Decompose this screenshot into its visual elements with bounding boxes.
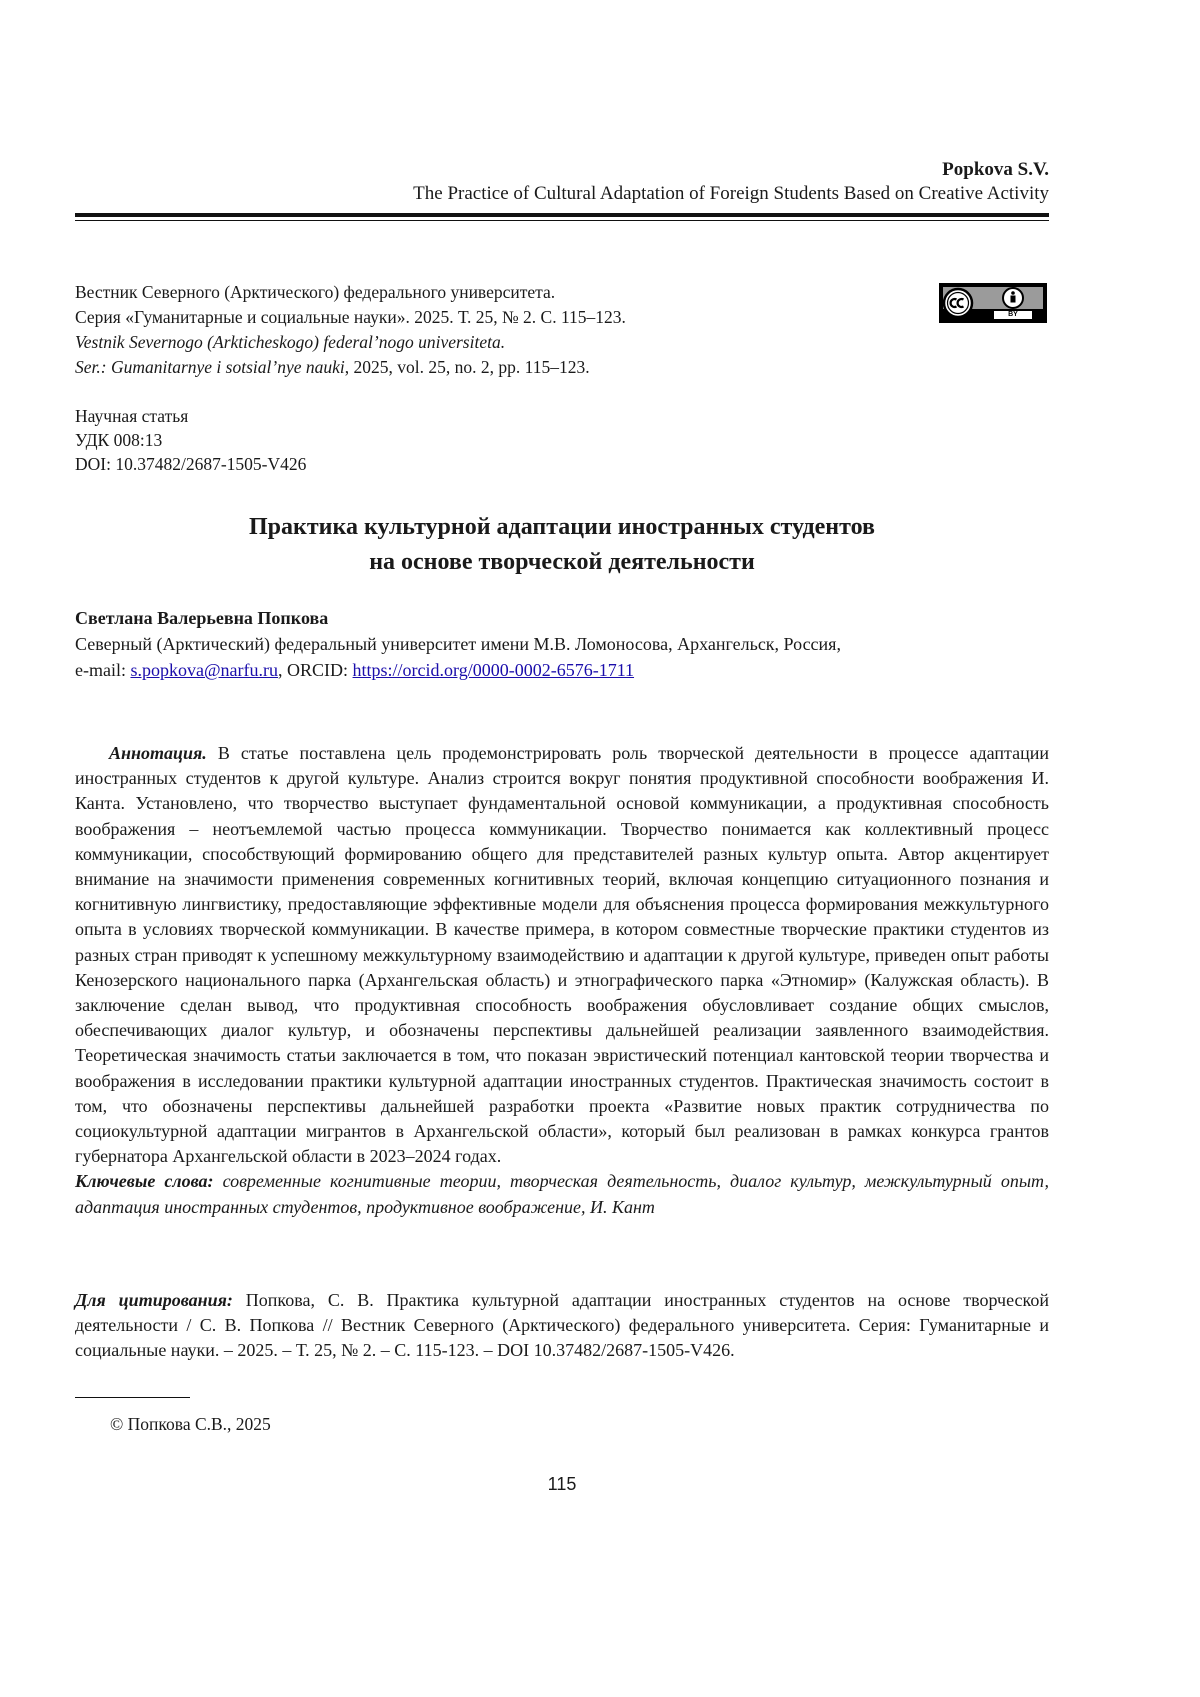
author-orcid-link[interactable]: https://orcid.org/0000-0002-6576-1711 <box>353 660 634 680</box>
citation-text: Попкова, С. В. Практика культурной адаптации иностранных студентов на основе творческой деятельности / С. В. Попкова // Вестник Северного (Арктического) федерального университета. Серия: Гуманитарные и социальные науки. – 2025. – Т. 25, № 2. – С. 115-123. – DOI 10.37482/2687-1505-V426. <box>75 1290 1049 1360</box>
journal-line-3: Vestnik Severnogo (Arkticheskogo) federal’nogo universiteta. <box>75 330 626 355</box>
author-block <box>75 605 1055 683</box>
cc-by-license-badge[interactable] <box>939 283 1047 323</box>
footnote-rule <box>75 1397 190 1398</box>
author-email-link[interactable]: s.popkova@narfu.ru <box>130 660 278 680</box>
journal-series-translit: Ser.: Gumanitarnye i sotsial’nye nauki <box>75 357 345 377</box>
cc-by-label: BY <box>994 311 1032 319</box>
running-head <box>413 158 1049 206</box>
article-title-line-1: Практика культурной адаптации иностранных студентов <box>75 510 1049 545</box>
journal-page <box>0 0 1200 1697</box>
journal-series-details: , 2025, vol. 25, no. 2, pp. 115–123. <box>345 357 590 377</box>
running-head-title: The Practice of Cultural Adaptation of Foreign Students Based on Creative Activity <box>413 182 1049 206</box>
copyright-note: © Попкова С.В., 2025 <box>110 1412 271 1436</box>
article-udk: УДК 008:13 <box>75 428 306 452</box>
abstract-text: В статье поставлена цель продемонстрировать роль творческой деятельности в процессе адаптации иностранных студентов к другой культуре. Анализ строится вокруг понятия продуктивной способности воображения И. Канта. Установлено, что творчество выступает фундаментальной основой коммуникации, а продуктивная способность воображения – неотъемлемой частью процесса коммуникации. Творчество понимается как коллективный процесс коммуникации, способствующий формированию общего для представителей разных культур опыта. Автор акцентирует внимание на значимости применения современных когнитивных теорий, включая концепцию ситуационного познания и когнитивную лингвистику, предоставляющие эффективные модели для объяснения процесса формирования межкультурного опыта в условиях творческой коммуникации. В качестве примера, в котором совместные творческие практики студентов из разных стран приводят к успешному межкультурному взаимодействию и адаптации к другой культуре, приведен опыт работы Кенозерского национального парка (Архангельская область) и этнографического парка «Этномир» (Калужская область). В заключение сделан вывод, что продуктивная способность воображения обусловливает создание общих смыслов, обеспечивающих диалог культур, и обозначены перспективы дальнейшей реализации заявленного взаимодействия. Теоретическая значимость статьи заключается в том, что показан эвристический потенциал кантовской теории творчества и воображения в исследовании практики культурной адаптации иностранных студентов. Практическая значимость состоит в том, что обозначены перспективы дальнейшей разработки проекта «Развитие новых практик сотрудничества по социокультурной адаптации мигрантов в Архангельской области», который был реализован в рамках конкурса грантов губернатора Архангельской области в 2023–2024 годах. <box>75 743 1049 1166</box>
orcid-prefix: , ORCID: <box>278 660 353 680</box>
header-rule-thick <box>75 213 1049 217</box>
article-type: Научная статья <box>75 404 306 428</box>
author-name: Светлана Валерьевна Попкова <box>75 605 1055 631</box>
header-rule-thin <box>75 220 1049 221</box>
abstract-paragraph <box>75 741 1049 1169</box>
journal-line-4 <box>75 355 626 380</box>
running-head-author: Popkova S.V. <box>413 158 1049 182</box>
author-contacts <box>75 657 1055 683</box>
journal-info <box>75 280 626 380</box>
page-number: 115 <box>0 1474 1124 1495</box>
article-meta <box>75 404 306 476</box>
abstract-section <box>75 741 1049 1220</box>
keywords-text: современные когнитивные теории, творческая деятельность, диалог культур, межкультурный опыт, адаптация иностранных студентов, продуктивное воображение, И. Кант <box>75 1171 1049 1216</box>
abstract-label: Аннотация. <box>109 743 207 763</box>
author-affiliation: Северный (Арктический) федеральный университет имени М.В. Ломоносова, Архангельск, Россия, <box>75 631 1055 657</box>
article-title-line-2: на основе творческой деятельности <box>75 545 1049 580</box>
citation-block <box>75 1288 1049 1364</box>
keywords-label: Ключевые слова: <box>75 1171 214 1191</box>
keywords-paragraph <box>75 1169 1049 1219</box>
article-doi: DOI: 10.37482/2687-1505-V426 <box>75 452 306 476</box>
journal-line-2: Серия «Гуманитарные и социальные науки». 2025. Т. 25, № 2. С. 115–123. <box>75 305 626 330</box>
citation-label: Для цитирования: <box>75 1290 233 1310</box>
article-title <box>75 510 1049 580</box>
email-prefix: e-mail: <box>75 660 130 680</box>
journal-line-1: Вестник Северного (Арктического) федерального университета. <box>75 280 626 305</box>
